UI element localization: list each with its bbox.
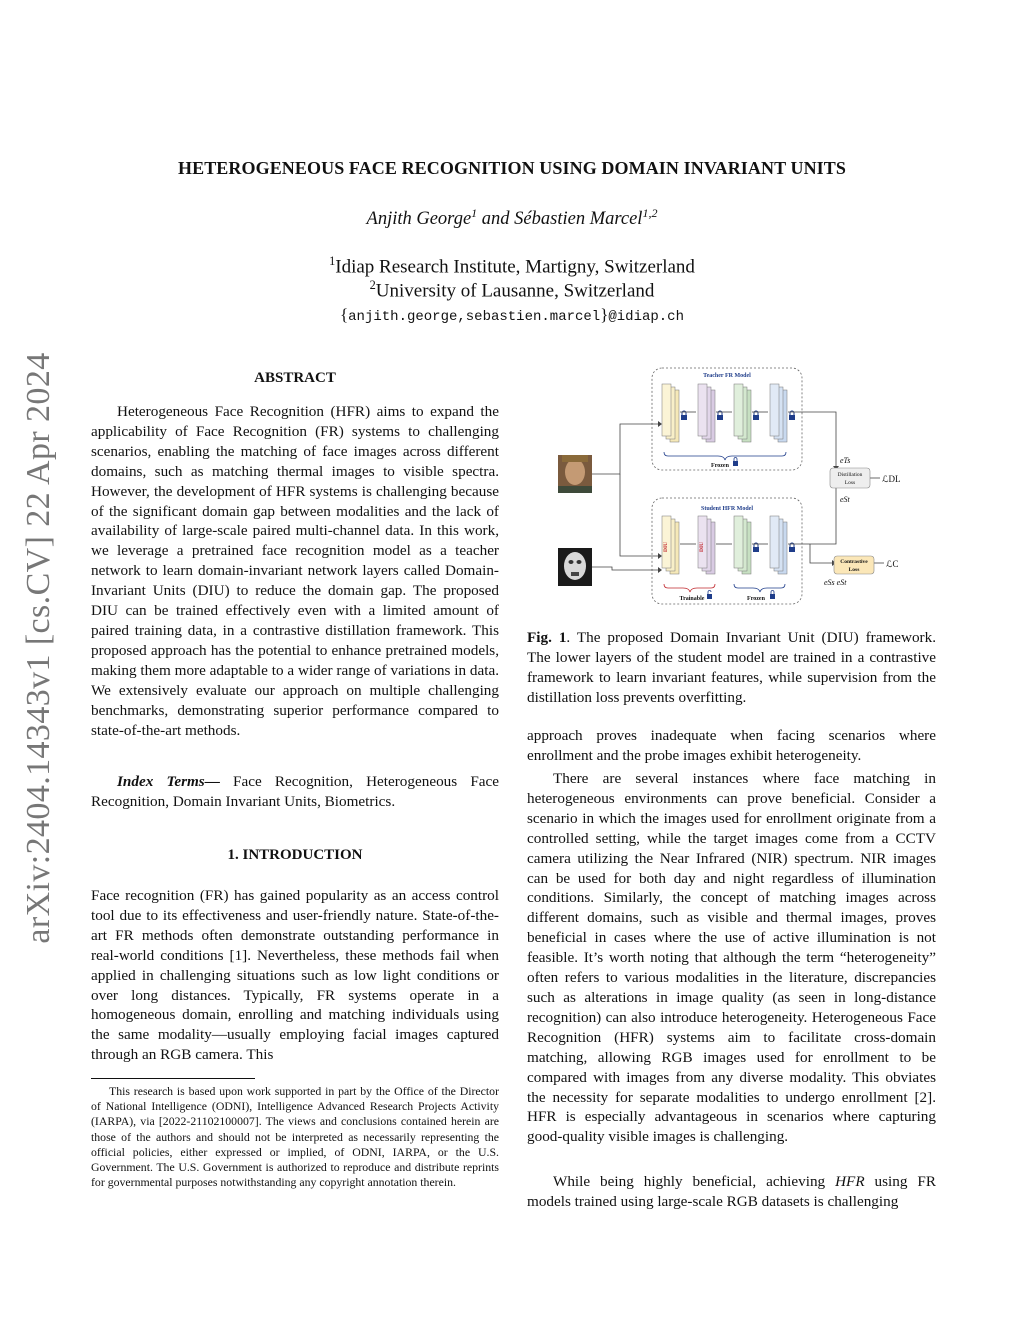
teacher-layer-stack-4 (770, 384, 787, 442)
teacher-model-label: Teacher FR Model (703, 373, 751, 379)
student-model-label: Student HFR Model (700, 506, 754, 512)
distillation-loss-label-line1: Distillation (837, 472, 863, 478)
author-2-affil: 1,2 (642, 206, 658, 220)
figure-label: Fig. 1 (527, 629, 567, 646)
contrastive-loss-label-line1: Contrastive (840, 559, 868, 565)
distillation-loss-symbol: ℒDL (882, 474, 901, 484)
teacher-layer-stack-3 (734, 384, 751, 442)
author-conjunction: and (477, 209, 515, 230)
trainable-brace (664, 584, 715, 592)
arxiv-identifier: arXiv:2404.14343v1 [cs.CV] 22 Apr 2024 (20, 352, 57, 944)
diu-label: DIU (699, 541, 705, 552)
affiliation-1: $^1$Idiap Research Institute, Martigny, Switzerland (329, 254, 695, 278)
frozen-label: Frozen (711, 463, 729, 469)
diu-label: DIU (663, 541, 669, 552)
teacher-embedding-symbol: eTs (840, 456, 851, 465)
lock-icon (770, 591, 775, 600)
lock-icon (733, 458, 738, 467)
teacher-layer-stack-1 (662, 384, 679, 442)
student-diu-stack-1 (662, 516, 679, 574)
introduction-paragraph: Face recognition (FR) has gained popularity as an access control tool due to its effectiveness and user-friendly nature. State-of-the-art FR methods often demonstrate outstanding performance in real-world conditions [1]. Nevertheless, these methods fail when applied in challenging situations such as low light conditions or over long distances. Typically, FR systems operate in a homogeneous domain, enrolling and matching individuals using the same modality—usually employing facial images captured through an RGB camera. This (91, 887, 499, 1064)
distillation-loss-label-line2: Loss (844, 480, 856, 486)
contrastive-embedding-symbols: eSs eSt (824, 578, 847, 587)
student-embedding-symbol: eSt (840, 495, 850, 504)
trainable-label: Trainable (679, 596, 705, 602)
thermal-face-image (558, 548, 592, 586)
paper-title: HETEROGENEOUS FACE RECOGNITION USING DOMAIN INVARIANT UNITS (177, 158, 846, 178)
student-layer-stack-3 (734, 516, 751, 574)
author-1: Anjith George (366, 209, 472, 230)
right-paragraph-3: While being highly beneficial, achieving HFR using FR models trained using large-scale RGB datasets is challenging (527, 1173, 936, 1210)
author-2: Sébastien Marcel (514, 209, 643, 230)
affiliation-2: $^2$University of Lausanne, Switzerland (369, 278, 655, 302)
author-line (0, 206, 1024, 230)
frozen-brace (734, 584, 785, 592)
index-terms-label: Index Terms— (117, 773, 220, 790)
right-paragraph-2: There are several instances where face matching in heterogeneous environments can prove beneficial. Consider a scenario in which the images used for enrollment originate from a controlled setting, while the target images come from a CCTV camera utilizing the Near Infrared (NIR) spectrum. NIR images can be used for both day and night regardless of illumination conditions. Similarly, the concept of matching images across different domains, such as visible and thermal images, proves beneficial in cases where the use of active illumination is not feasible. It’s worth noting that although the term “heterogeneity” often refers to various modalities in the literature, discrepancies such as alterations in image quality (as seen in long-distance recognition) can also introduce heterogeneity. Heterogeneous Face Recognition (HFR) systems aim to facilitate cross-domain matching, allowing RGB images used for enrollment to be compared with images from any diverse modality. This obviates the necessity for separate modalities to undergo enrollment [2]. HFR is especially advantageous in scenarios where capturing good-quality visible images is challenging. (527, 770, 936, 1146)
figure-1-diagram (540, 360, 940, 610)
right-paragraph-1: approach proves inadequate when facing scenarios where enrollment and the probe images exhibit heterogeneity. (527, 727, 936, 764)
teacher-layer-stack-2 (698, 384, 715, 442)
contrastive-loss-label-line2: Loss (848, 567, 860, 573)
abstract-heading: ABSTRACT (254, 370, 336, 386)
author-1-affil: 1 (471, 206, 478, 220)
frozen-label: Frozen (747, 596, 765, 602)
figure-caption: Fig. 1. The proposed Domain Invariant Unit (DIU) framework. The lower layers of the student model are trained in a contrastive framework to learn invariant features, while supervision from the distillation loss prevents overfitting. (527, 629, 937, 706)
index-terms: Index Terms— Face Recognition, Heterogeneous Face Recognition, Domain Invariant Units, Biometrics. (91, 773, 499, 810)
footnote-rule (91, 1078, 255, 1079)
abstract-text: Heterogeneous Face Recognition (HFR) aims to expand the applicability of Face Recognition (FR) systems to challenging scenarios, enabling the matching of face images across different domains, such as matching thermal images to visible spectra. However, the development of HFR systems is challenging because of the significant domain gap between modalities and the lack of availability of large-scale paired multi-channel data. In this work, we leverage a pretrained face recognition model as a teacher network to learn domain-invariant network layers called Domain-Invariant Units (DIU) to reduce the domain gap. The proposed DIU can be trained effectively even with a limited amount of paired training data, in a contrastive distillation framework. This proposed approach has the potential to enhance pretrained models, making them more adaptable to a wider range of variations in data. We extensively evaluate our approach on multiple challenging benchmarks, demonstrating superior performance compared to state-of-the-art methods. (91, 403, 499, 739)
contrastive-loss-symbol: ℒC (886, 559, 899, 569)
rgb-face-image (558, 455, 592, 493)
introduction-heading: 1. INTRODUCTION (227, 847, 363, 863)
unlock-icon (707, 591, 712, 600)
frozen-brace (664, 452, 786, 460)
student-diu-stack-2 (698, 516, 715, 574)
author-emails[interactable]: {anjith.george,sebastien.marcel}@idiap.ch (339, 305, 684, 325)
footnote: This research is based upon work supported in part by the Office of the Director of National Intelligence (ODNI), Intelligence Advanced Research Projects Activity (IARPA), via [2022-21102100007]. The views and conclusions contained herein are those of the authors and should not be interpreted as necessarily representing the official policies, either expressed or implied, of ODNI, IARPA, or the U.S. Government. The U.S. Government is authorized to reproduce and distribute reprints for governmental purposes notwithstanding any copyright annotation therein. (91, 1084, 499, 1190)
student-layer-stack-4 (770, 516, 787, 574)
